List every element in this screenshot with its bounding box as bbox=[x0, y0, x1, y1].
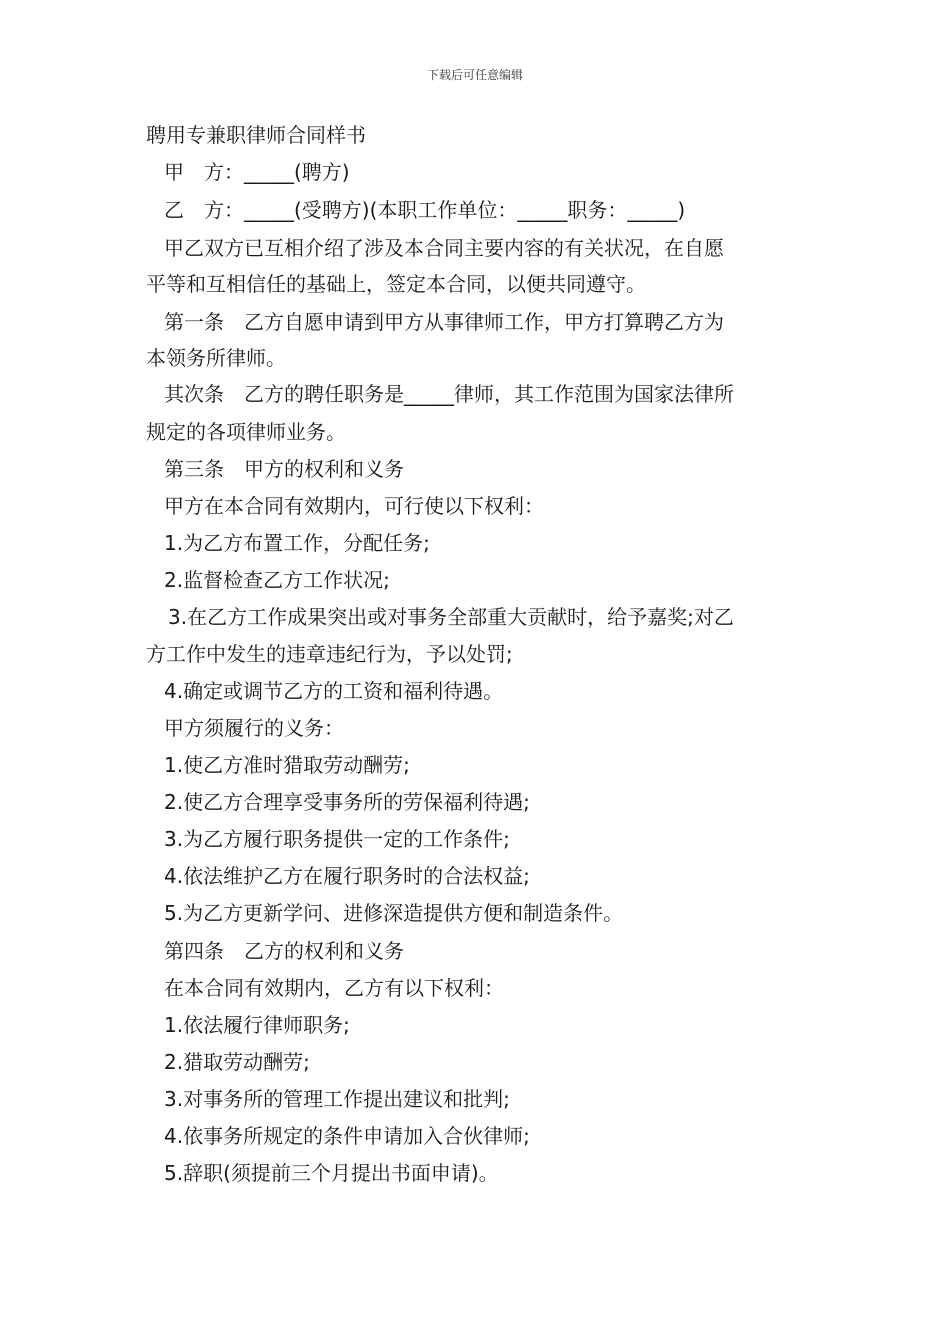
article-3-right-3-line-2: 方工作中发生的违章违纪行为，予以处罚; bbox=[146, 642, 513, 666]
article-3-duty-5: 5.为乙方更新学问、进修深造提供方便和制造条件。 bbox=[164, 901, 624, 925]
article-3-duty-1: 1.使乙方准时猎取劳动酬劳; bbox=[164, 753, 410, 777]
header-note: 下载后可任意编辑 bbox=[426, 68, 523, 82]
article-4-right-2: 2.猎取劳动酬劳; bbox=[164, 1050, 310, 1074]
article-3-right-2: 2.监督检查乙方工作状况; bbox=[164, 568, 390, 592]
article-3-duty-3: 3.为乙方履行职务提供一定的工作条件; bbox=[164, 827, 510, 851]
article-3-right-4: 4.确定或调节乙方的工资和福利待遇。 bbox=[164, 679, 504, 703]
article-1-line-2: 本领务所律师。 bbox=[146, 346, 286, 370]
article-4-right-5: 5.辞职(须提前三个月提出书面申请)。 bbox=[164, 1161, 499, 1185]
article-1-line-1: 第一条 乙方自愿申请到甲方从事律师工作，甲方打算聘乙方为 bbox=[164, 310, 724, 334]
preamble-line-1: 甲乙双方已互相介绍了涉及本合同主要内容的有关状况，在自愿 bbox=[164, 236, 724, 260]
article-4-right-4: 4.依事务所规定的条件申请加入合伙律师; bbox=[164, 1124, 530, 1148]
preamble-line-2: 平等和互相信任的基础上，签定本合同，以便共同遵守。 bbox=[146, 272, 646, 296]
article-4-title: 第四条 乙方的权利和义务 bbox=[164, 939, 404, 963]
document-title: 聘用专兼职律师合同样书 bbox=[146, 123, 366, 147]
article-4-rights-intro: 在本合同有效期内，乙方有以下权利： bbox=[164, 976, 504, 1000]
party-b-line: 乙 方：_____(受聘方)(本职工作单位：_____职务：_____) bbox=[164, 198, 686, 222]
article-4-right-1: 1.依法履行律师职务; bbox=[164, 1013, 350, 1037]
article-3-duty-4: 4.依法维护乙方在履行职务时的合法权益; bbox=[164, 864, 530, 888]
article-3-right-1: 1.为乙方布置工作，分配任务; bbox=[164, 531, 430, 555]
article-3-title: 第三条 甲方的权利和义务 bbox=[164, 457, 404, 481]
article-2-line-1: 其次条 乙方的聘任职务是_____律师，其工作范围为国家法律所 bbox=[164, 382, 734, 406]
article-3-duty-2: 2.使乙方合理享受事务所的劳保福利待遇; bbox=[164, 790, 530, 814]
article-2-line-2: 规定的各项律师业务。 bbox=[146, 420, 346, 444]
article-3-right-3-line-1: 3.在乙方工作成果突出或对事务全部重大贡献时，给予嘉奖;对乙 bbox=[168, 605, 734, 629]
party-a-line: 甲 方：_____(聘方) bbox=[164, 160, 350, 184]
article-3-rights-intro: 甲方在本合同有效期内，可行使以下权利： bbox=[164, 494, 544, 518]
article-4-right-3: 3.对事务所的管理工作提出建议和批判; bbox=[164, 1087, 510, 1111]
article-3-duties-intro: 甲方须履行的义务： bbox=[164, 716, 344, 740]
